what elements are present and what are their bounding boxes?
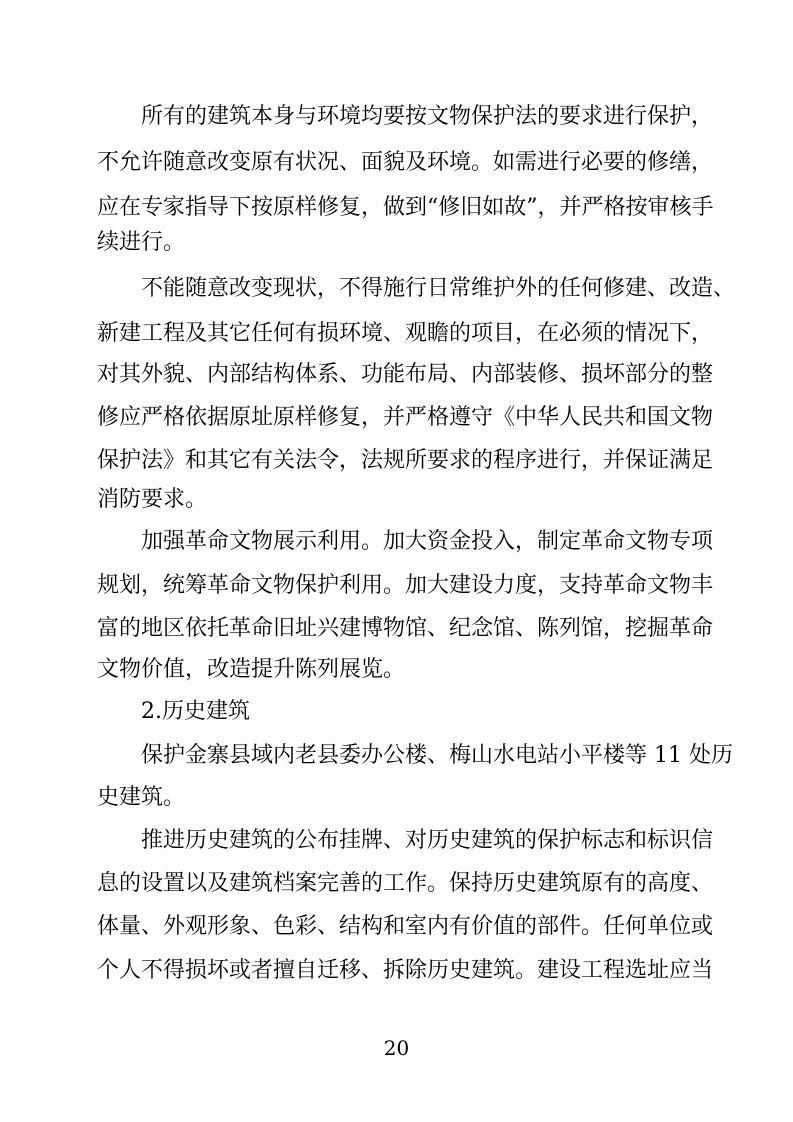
paragraph-line: 续进行。 (97, 230, 186, 255)
paragraph-line: 新建工程及其它任何有损环境、观瞻的项目，在必须的情况下， (97, 321, 714, 346)
paragraph-line: 史建筑。 (97, 785, 186, 810)
paragraph-line: 体量、外观形象、色彩、结构和室内有价值的部件。任何单位或 (97, 914, 714, 939)
paragraph-line: 消防要求。 (97, 487, 208, 512)
paragraph-line: 推进历史建筑的公布挂牌、对历史建筑的保护标志和标识信 (141, 828, 714, 853)
paragraph-line: 对其外貌、内部结构体系、功能布局、内部装修、损坏部分的整 (97, 362, 714, 387)
paragraph-line: 所有的建筑本身与环境均要按文物保护法的要求进行保护， (141, 104, 714, 129)
paragraph-line: 不能随意改变现状，不得施行日常维护外的任何修建、改造、 (141, 276, 736, 301)
section-heading: 2.历史建筑 (141, 699, 250, 724)
paragraph-line: 规划，统筹革命文物保护利用。加大建设力度，支持革命文物丰 (97, 573, 714, 598)
paragraph-line: 不允许随意改变原有状况、面貌及环境。如需进行必要的修缮， (97, 150, 714, 175)
paragraph-line: 修应严格依据原址原样修复，并严格遵守《中华人民共和国文物 (97, 405, 714, 430)
paragraph-line: 个人不得损坏或者擅自迁移、拆除历史建筑。建设工程选址应当 (97, 958, 714, 983)
paragraph-line: 保护法》和其它有关法令，法规所要求的程序进行，并保证满足 (97, 448, 714, 473)
paragraph-line: 文物价值，改造提升陈列展览。 (97, 657, 406, 682)
paragraph-line: 保护金寨县域内老县委办公楼、梅山水电站小平楼等 11 处历 (141, 743, 733, 768)
paragraph-line: 加强革命文物展示利用。加大资金投入，制定革命文物专项 (141, 529, 714, 554)
page-number: 20 (383, 1036, 410, 1060)
paragraph-line: 息的设置以及建筑档案完善的工作。保持历史建筑原有的高度、 (97, 871, 714, 896)
paragraph-line: 富的地区依托革命旧址兴建博物馆、纪念馆、陈列馆，挖掘革命 (97, 616, 714, 641)
paragraph-line: 应在专家指导下按原样修复，做到“修旧如故”，并严格按审核手 (97, 195, 714, 220)
